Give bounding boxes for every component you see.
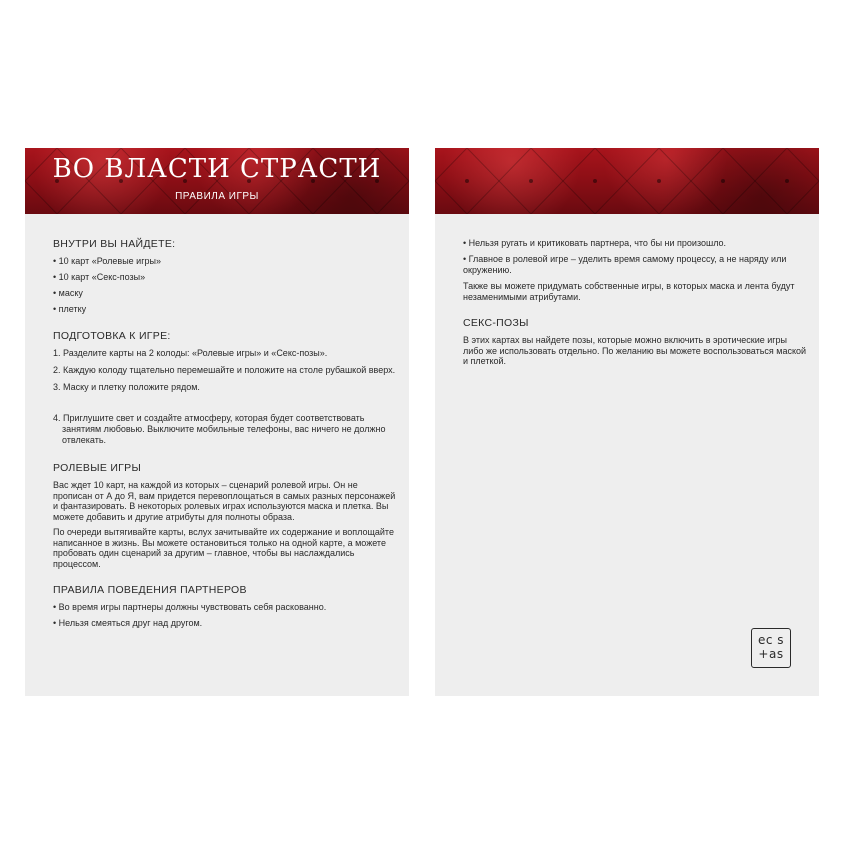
roles-heading: РОЛЕВЫЕ ИГРЫ (53, 462, 142, 474)
poses-heading: СЕКС-ПОЗЫ (463, 317, 529, 329)
prep-step: 1. Разделите карты на 2 колоды: «Ролевые игры» и «Секс-позы». (53, 348, 328, 358)
list-item: • Нельзя смеяться друг над другом. (53, 618, 203, 628)
red-banner (25, 148, 409, 214)
red-banner (435, 148, 819, 214)
tufted-pattern (435, 148, 819, 214)
rules-page-left (25, 148, 409, 696)
behavior-heading: ПРАВИЛА ПОВЕДЕНИЯ ПАРТНЕРОВ (53, 584, 247, 596)
prep-step: 3. Маску и плетку положите рядом. (53, 382, 200, 392)
list-item: • 10 карт «Секс-позы» (53, 272, 146, 282)
list-item: • Главное в ролевой игре – уделить время самому процессу, а не наряду или окружению. (463, 254, 787, 275)
prep-step: 2. Каждую колоду тщательно перемешайте и положите на столе рубашкой вверх. (53, 365, 396, 375)
list-item: • маску (53, 288, 83, 298)
rules-page-right (435, 148, 819, 696)
roles-paragraph: По очереди вытягивайте карты, вслух зачитывайте их содержание и воплощайте написанное в жизнь. Вы можете остановиться только на одной карте, а можете пробовать один сценарий за другим – главное, чтобы вы наслаждались процессом. (53, 527, 394, 569)
right-content (463, 238, 807, 372)
ecstas-logo-icon: ec s +as (751, 628, 791, 668)
page-title: ВО ВЛАСТИ СТРАСТИ (52, 154, 382, 184)
list-item: • плетку (53, 304, 87, 314)
inside-heading: ВНУТРИ ВЫ НАЙДЕТЕ: (53, 238, 176, 250)
poses-paragraph: В этих картах вы найдете позы, которые можно включить в эротические игры либо же использовать отдельно. По желанию вы можете воспользоваться маской и плеткой. (463, 335, 807, 366)
page-subtitle: ПРАВИЛА ИГРЫ (175, 191, 259, 202)
left-content (53, 238, 397, 634)
roles-paragraph: Вас ждет 10 карт, на каждой из которых – сценарий ролевой игры. Он не прописан от А до Я, вам придется перевоплощаться в самых разных персонажей и фантазировать. В некоторых ролевых играх используются маска и плетка. Вы можете добавить и другие атрибуты для полноты образа. (53, 480, 396, 522)
prep-heading: ПОДГОТОВКА К ИГРЕ: (53, 330, 171, 342)
extra-games-paragraph: Также вы можете придумать собственные игры, в которых маска и лента будут незаменимыми атрибутами. (463, 281, 795, 302)
list-item: • Нельзя ругать и критиковать партнера, что бы ни произошло. (463, 238, 727, 248)
list-item: • Во время игры партнеры должны чувствовать себя раскованно. (53, 602, 327, 612)
prep-step: 4. Приглушите свет и создайте атмосферу, которая будет соответствовать занятиям любовью. Выключите мобильные телефоны, вас ничего не должно отвлекать. (53, 413, 386, 445)
list-item: • 10 карт «Ролевые игры» (53, 256, 161, 266)
